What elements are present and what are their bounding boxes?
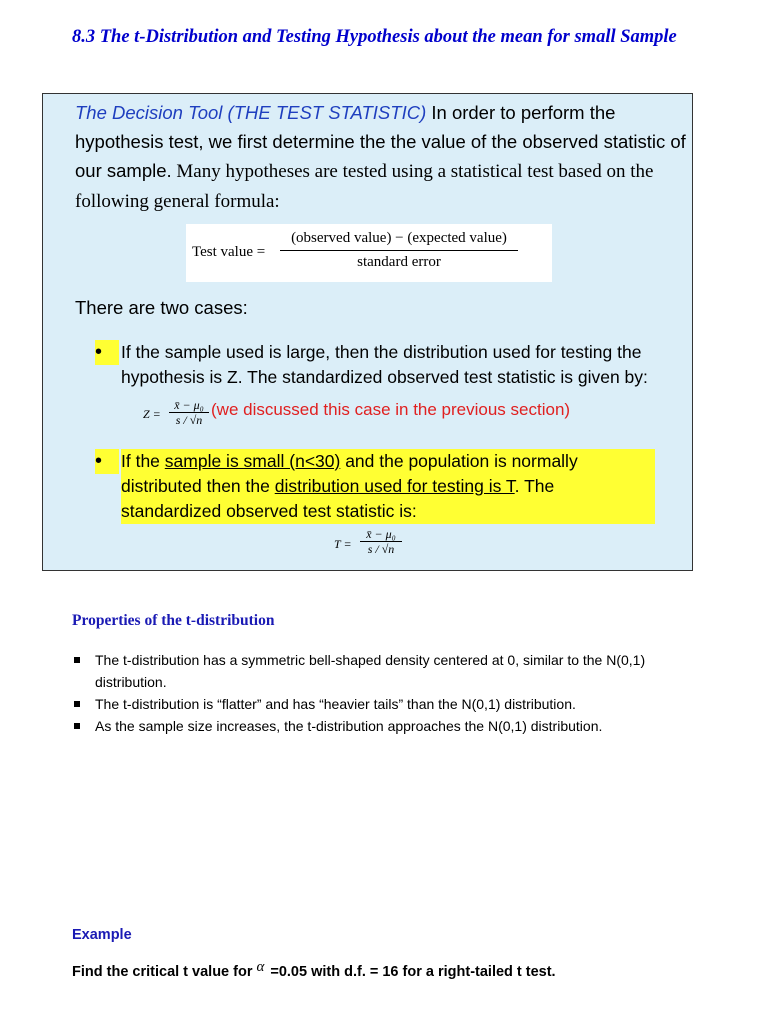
case-small-part-5: . The standardized observed test statistic is: [121,476,555,521]
case-small-part-3: and the population is normally distributed then the [121,451,578,496]
formula-denominator: standard error [357,254,441,270]
case-small-part-2: sample is small (n<30) [164,451,341,471]
list-item-text: The t-distribution is “flatter” and has “heavier tails” than the N(0,1) distribution. [95,696,576,712]
bullet-icon: • [95,449,119,474]
z-formula-lhs: Z = [143,407,161,421]
case-small-part-4: distribution used for testing is T [274,476,515,496]
case-small-text [121,449,655,524]
z-formula-fraction [169,399,209,427]
cases-intro: There are two cases: [75,297,248,318]
case-large-sample [95,340,685,390]
case-small-sample [95,449,655,524]
decision-tool-box [42,93,693,571]
example-task-after: =0.05 with d.f. = 16 for a right-tailed t test. [270,964,556,980]
formula-fraction [280,230,518,271]
square-bullet-icon [74,657,80,663]
list-item [72,693,712,715]
decision-tool-intro [75,98,687,216]
example-task [72,959,556,981]
properties-title: Properties of the t-distribution [72,612,275,629]
decision-tool-label: The Decision Tool (THE TEST STATISTIC) [75,102,427,123]
t-formula-denominator: s / √n [367,542,395,556]
section-heading: 8.3 The t-Distribution and Testing Hypothesis about the mean for small Sample [72,27,677,47]
alpha-symbol: α [256,959,265,975]
square-bullet-icon [74,723,80,729]
list-item-text: As the sample size increases, the t-distribution approaches the N(0,1) distribution. [95,718,603,734]
z-formula-denominator: s / √n [175,413,203,427]
formula-numerator: (observed value) − (expected value) [280,230,518,251]
square-bullet-icon [74,701,80,707]
t-formula-fraction [360,528,402,556]
case-large-text: If the sample used is large, then the distribution used for testing the hypothesis is Z. The standardized observed test statistic is given by: [121,342,648,387]
bullet-icon: • [95,340,119,365]
z-case-note: (we discussed this case in the previous section) [211,400,571,419]
properties-list [72,649,712,737]
z-formula-numerator: x̄ − μ₀ [169,399,209,413]
example-title: Example [72,927,132,943]
decision-tool-text-2: Many hypotheses are tested using a statistical test based on the following general formula: [75,161,654,212]
t-formula-numerator: x̄ − μ₀ [360,528,402,542]
decision-tool-text-1: In order to perform the hypothesis test, we first determine the the value of the observed statistic of our sample. [75,102,686,181]
t-formula-lhs: T = [334,537,352,551]
list-item-text: The t-distribution has a symmetric bell-shaped density centered at 0, similar to the N(0,1) distribution. [95,652,646,690]
case-small-part-1: If the [121,451,165,471]
list-item [72,649,712,693]
list-item [72,715,712,737]
general-formula [186,224,552,282]
example-task-before: Find the critical t value for [72,964,253,980]
formula-left: Test value = [192,244,266,260]
